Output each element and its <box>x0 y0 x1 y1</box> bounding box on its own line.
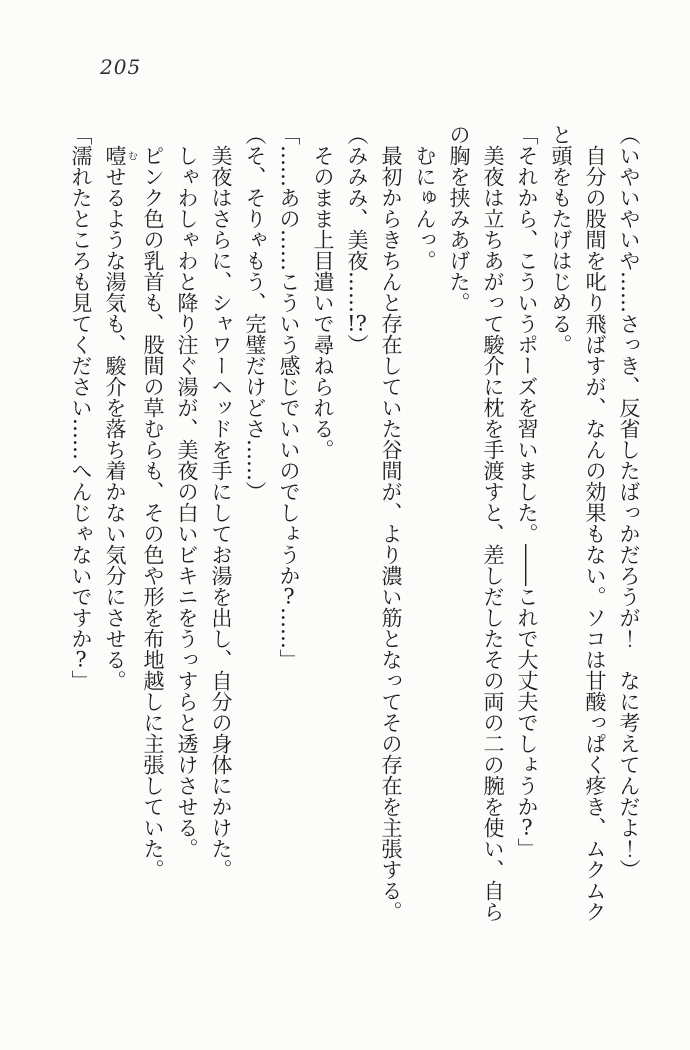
tate-chu-yoko: ? <box>521 817 533 838</box>
paragraph: 美夜はさらに、シャワーヘッドを手にしてお湯を出し、自分の身体にかけた。 <box>209 124 233 880</box>
tate-chu-yoko: ? <box>75 649 87 670</box>
body-text <box>64 124 646 924</box>
tate-chu-yoko: !? <box>347 313 367 334</box>
page-number: 205 <box>100 55 142 79</box>
paragraph: 最初からきちんと存在していた谷間が、より濃い筋となってその存在を主張する。 <box>379 124 403 922</box>
paragraph: 噎むせるような湯気も、駿介を落ち着かない気分にさせる。 <box>103 145 137 691</box>
paragraph: 「……あの……こういう感じでいいのでしょうか?……」 <box>277 124 301 670</box>
paragraph: （みみみ、美夜……!?） <box>345 124 369 355</box>
tate-chu-yoko: ? <box>283 586 295 607</box>
paragraph: ピンク色の乳首も、股間の草むらも、その色や形を布地越しに主張していた。 <box>141 124 165 880</box>
paragraph: 「濡れたところも見てください……へんじゃないですか?」 <box>69 124 93 691</box>
paragraph: 「それから、こういうポーズを習いました。――これで大丈夫でしょうか?」 <box>515 124 539 859</box>
ruby-annotated-character: 噎む <box>103 145 137 166</box>
paragraph: （いやいやいや……さっき、反省したばっかだろうが！ なに考えてんだよ！） <box>617 124 641 880</box>
paragraph: むにゅんっ。 <box>413 124 437 271</box>
paragraph: 自分の股間を叱り飛ばすが、なんの効果もない。ソコは甘酸っぱく疼き、ムクムクと頭をもたげはじめる。 <box>549 124 607 922</box>
paragraph: 美夜は立ちあがって駿介に枕を手渡すと、差しだしたその両の二の腕を使い、自らの胸を挟みあげた。 <box>447 124 505 922</box>
paragraph: しゃわしゃわと降り注ぐ湯が、美夜の白いビキニをうっすらと透けさせる。 <box>175 124 199 859</box>
paragraph: そのまま上目遣いで尋ねられる。 <box>311 124 335 460</box>
paragraph: （そ、そりゃもう、完璧だけどさ……） <box>243 124 267 502</box>
